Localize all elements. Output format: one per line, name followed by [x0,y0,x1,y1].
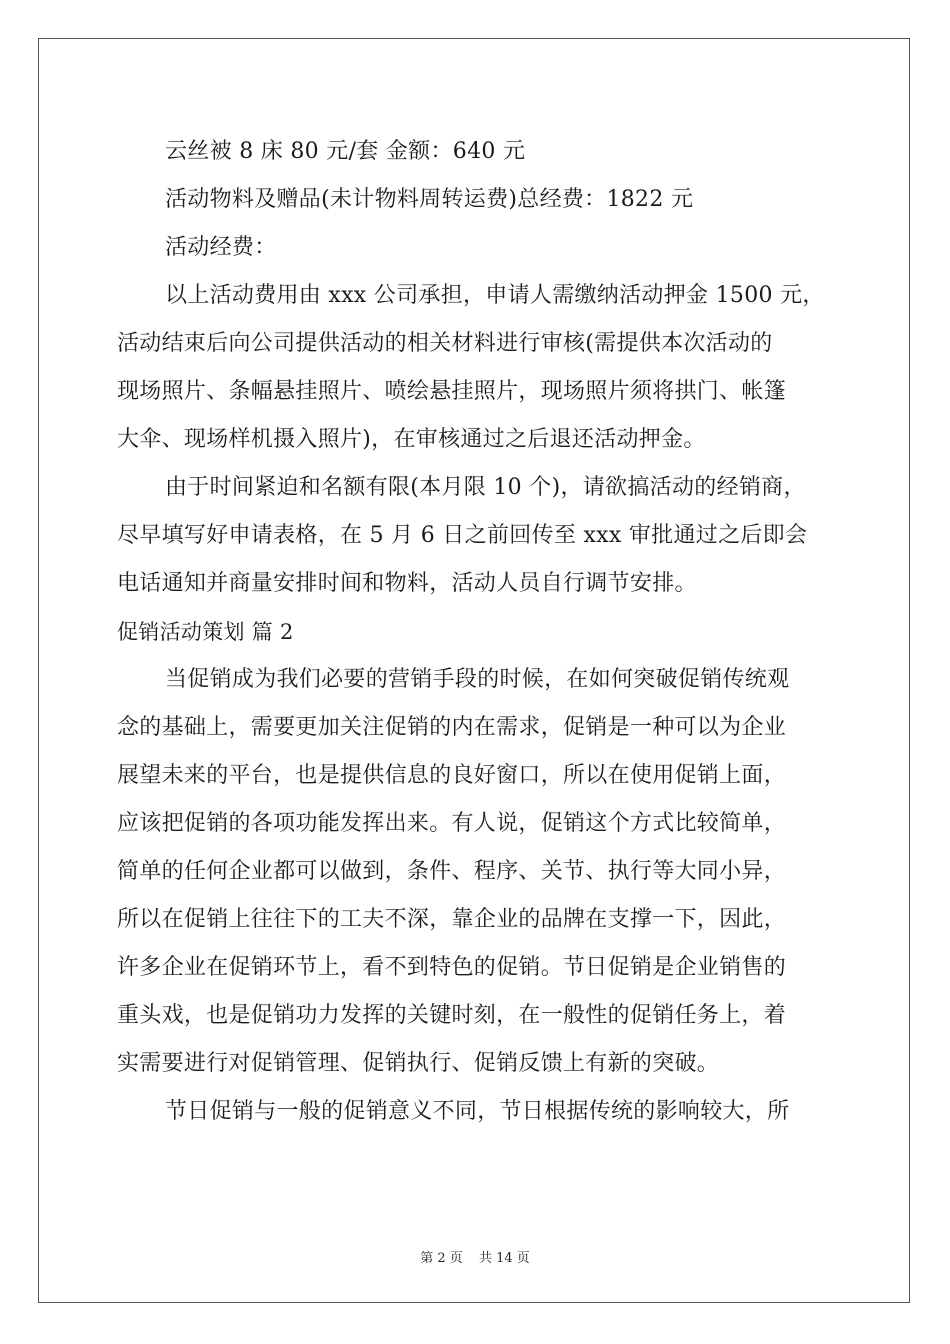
body-line: 电话通知并商量安排时间和物料，活动人员自行调节安排。 [117,571,697,596]
body-line: 展望未来的平台，也是提供信息的良好窗口，所以在使用促销上面， [117,763,787,788]
body-line: 活动物料及赠品(未计物料周转运费)总经费：1822 元 [165,187,694,212]
body-line: 尽早填写好申请表格，在 5 月 6 日之前回传至 xxx 审批通过之后即会 [117,523,808,548]
body-line: 简单的任何企业都可以做到，条件、程序、关节、执行等大同小异， [117,859,787,884]
document-body [117,128,837,1136]
body-line: 云丝被 8 床 80 元/套 金额：640 元 [165,139,526,164]
body-line: 现场照片、条幅悬挂照片、喷绘悬挂照片，现场照片须将拱门、帐篷 [117,379,787,404]
page-footer [0,1247,950,1266]
body-line: 活动结束后向公司提供活动的相关材料进行审核(需提供本次活动的 [117,331,773,356]
page-total: 共 14 页 [478,1251,530,1266]
body-line: 以上活动费用由 xxx 公司承担，申请人需缴纳活动押金 1500 元， [165,283,825,308]
body-line: 所以在促销上往往下的工夫不深，靠企业的品牌在支撑一下，因此， [117,907,787,932]
body-line: 节日促销与一般的促销意义不同，节日根据传统的影响较大，所 [165,1099,790,1124]
body-line: 由于时间紧迫和名额有限(本月限 10 个)，请欲搞活动的经销商， [165,475,806,500]
body-line: 许多企业在促销环节上，看不到特色的促销。节日促销是企业销售的 [117,955,787,980]
body-line: 当促销成为我们必要的营销手段的时候，在如何突破促销传统观 [165,667,790,692]
section-heading: 促销活动策划 篇 2 [117,620,294,644]
page-number: 第 2 页 [420,1251,463,1266]
body-line: 实需要进行对促销管理、促销执行、促销反馈上有新的突破。 [117,1051,720,1076]
body-line: 大伞、现场样机摄入照片)，在审核通过之后退还活动押金。 [117,427,706,452]
body-line: 念的基础上，需要更加关注促销的内在需求，促销是一种可以为企业 [117,715,787,740]
body-line: 应该把促销的各项功能发挥出来。有人说，促销这个方式比较简单， [117,811,787,836]
body-line: 活动经费： [165,235,277,260]
body-line: 重头戏，也是促销功力发挥的关键时刻，在一般性的促销任务上，着 [117,1003,787,1028]
